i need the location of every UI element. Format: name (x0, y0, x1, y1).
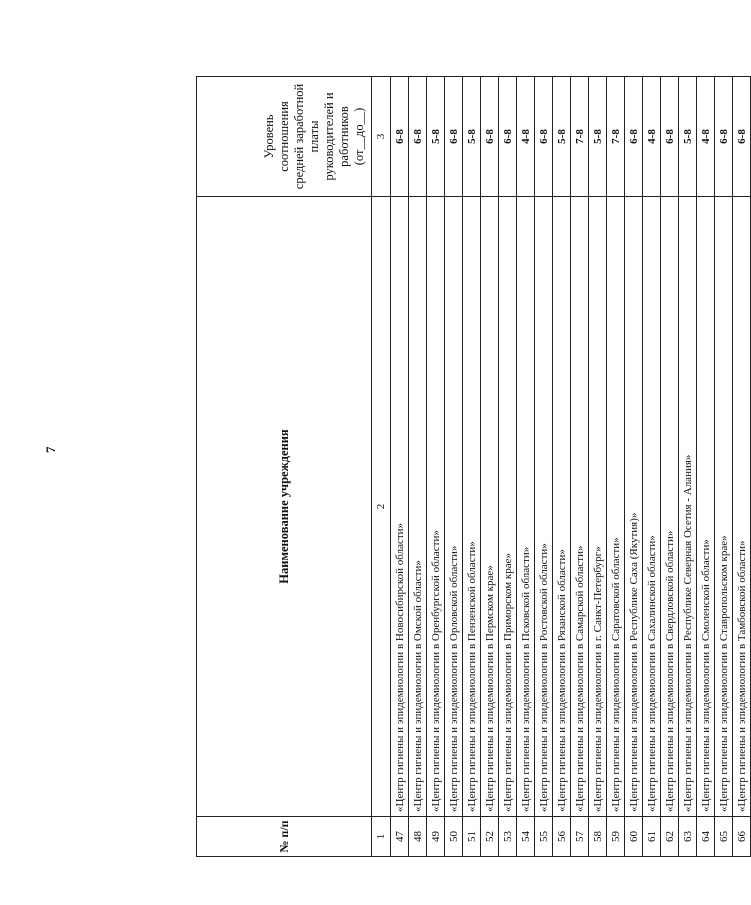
row-number: 48 (409, 817, 427, 857)
column-index-2: 2 (372, 197, 391, 817)
salary-ratio-level: 6-8 (535, 77, 553, 197)
table-row (679, 77, 697, 857)
table-row (571, 77, 589, 857)
institution-name: «Центр гигиены и эпидемиологии в Республике Северная Осетия - Алания» (679, 197, 697, 817)
salary-ratio-level: 7-8 (607, 77, 625, 197)
institution-name: «Центр гигиены и эпидемиологии в Тамбовской области» (733, 197, 751, 817)
institution-name: «Центр гигиены и эпидемиологии в Оренбургской области» (427, 197, 445, 817)
institution-name: «Центр гигиены и эпидемиологии в Пензенской области» (463, 197, 481, 817)
row-number: 52 (481, 817, 499, 857)
salary-ratio-level: 7-8 (571, 77, 589, 197)
salary-ratio-level: 4-8 (697, 77, 715, 197)
table-row (643, 77, 661, 857)
institution-name: «Центр гигиены и эпидемиологии в Ростовской области» (535, 197, 553, 817)
institution-name: «Центр гигиены и эпидемиологии в г. Санкт-Петербург» (589, 197, 607, 817)
institution-name: «Центр гигиены и эпидемиологии в Новосибирской области» (391, 197, 409, 817)
institution-name: «Центр гигиены и эпидемиологии в Орловской области» (445, 197, 463, 817)
row-number: 61 (643, 817, 661, 857)
column-index-3: 3 (372, 77, 391, 197)
table-row (715, 77, 733, 857)
salary-ratio-level: 5-8 (427, 77, 445, 197)
table-row (661, 77, 679, 857)
header-num: № п/п (197, 817, 372, 857)
table-row (625, 77, 643, 857)
institution-name: «Центр гигиены и эпидемиологии в Сахалинской области» (643, 197, 661, 817)
salary-ratio-level: 6-8 (715, 77, 733, 197)
table-row (481, 77, 499, 857)
institutions-table (196, 76, 751, 857)
row-number: 59 (607, 817, 625, 857)
row-number: 55 (535, 817, 553, 857)
salary-ratio-level: 6-8 (499, 77, 517, 197)
table-row (427, 77, 445, 857)
institution-name: «Центр гигиены и эпидемиологии в Саратовской области» (607, 197, 625, 817)
row-number: 51 (463, 817, 481, 857)
column-index-1: 1 (372, 817, 391, 857)
institution-name: «Центр гигиены и эпидемиологии в Псковской области» (517, 197, 535, 817)
row-number: 56 (553, 817, 571, 857)
table-body (391, 77, 751, 857)
salary-ratio-level: 4-8 (643, 77, 661, 197)
row-number: 50 (445, 817, 463, 857)
row-number: 47 (391, 817, 409, 857)
salary-ratio-level: 6-8 (445, 77, 463, 197)
table-row (409, 77, 427, 857)
table-row (391, 77, 409, 857)
row-number: 53 (499, 817, 517, 857)
salary-ratio-level: 6-8 (733, 77, 751, 197)
header-level: Уровень соотношения средней заработной платы руководителей и работников (от__до__) (197, 77, 372, 197)
institutions-table-container (196, 77, 748, 857)
table-row (607, 77, 625, 857)
salary-ratio-level: 5-8 (679, 77, 697, 197)
table-row (535, 77, 553, 857)
row-number: 65 (715, 817, 733, 857)
institution-name: «Центр гигиены и эпидемиологии в Приморском крае» (499, 197, 517, 817)
institution-name: «Центр гигиены и эпидемиологии в Свердловской области» (661, 197, 679, 817)
salary-ratio-level: 4-8 (517, 77, 535, 197)
salary-ratio-level: 5-8 (463, 77, 481, 197)
institution-name: «Центр гигиены и эпидемиологии в Рязанской области» (553, 197, 571, 817)
table-header-row (197, 77, 372, 857)
column-index-row (372, 77, 391, 857)
institution-name: «Центр гигиены и эпидемиологии в Самарской области» (571, 197, 589, 817)
page-number: 7 (43, 446, 58, 453)
row-number: 63 (679, 817, 697, 857)
salary-ratio-level: 6-8 (481, 77, 499, 197)
row-number: 57 (571, 817, 589, 857)
institution-name: «Центр гигиены и эпидемиологии в Пермском крае» (481, 197, 499, 817)
row-number: 60 (625, 817, 643, 857)
row-number: 64 (697, 817, 715, 857)
table-row (733, 77, 751, 857)
institution-name: «Центр гигиены и эпидемиологии в Смоленской области» (697, 197, 715, 817)
salary-ratio-level: 6-8 (409, 77, 427, 197)
table-row (697, 77, 715, 857)
row-number: 54 (517, 817, 535, 857)
table-row (445, 77, 463, 857)
table-row (463, 77, 481, 857)
row-number: 58 (589, 817, 607, 857)
salary-ratio-level: 6-8 (391, 77, 409, 197)
salary-ratio-level: 5-8 (553, 77, 571, 197)
table-row (553, 77, 571, 857)
institution-name: «Центр гигиены и эпидемиологии в Ставропольском крае» (715, 197, 733, 817)
header-name: Наименование учреждения (197, 197, 372, 817)
row-number: 49 (427, 817, 445, 857)
salary-ratio-level: 6-8 (625, 77, 643, 197)
salary-ratio-level: 6-8 (661, 77, 679, 197)
salary-ratio-level: 5-8 (589, 77, 607, 197)
institution-name: «Центр гигиены и эпидемиологии в Омской области» (409, 197, 427, 817)
table-row (499, 77, 517, 857)
row-number: 66 (733, 817, 751, 857)
table-row (517, 77, 535, 857)
institution-name: «Центр гигиены и эпидемиологии в Республике Саха (Якутия)» (625, 197, 643, 817)
table-row (589, 77, 607, 857)
row-number: 62 (661, 817, 679, 857)
